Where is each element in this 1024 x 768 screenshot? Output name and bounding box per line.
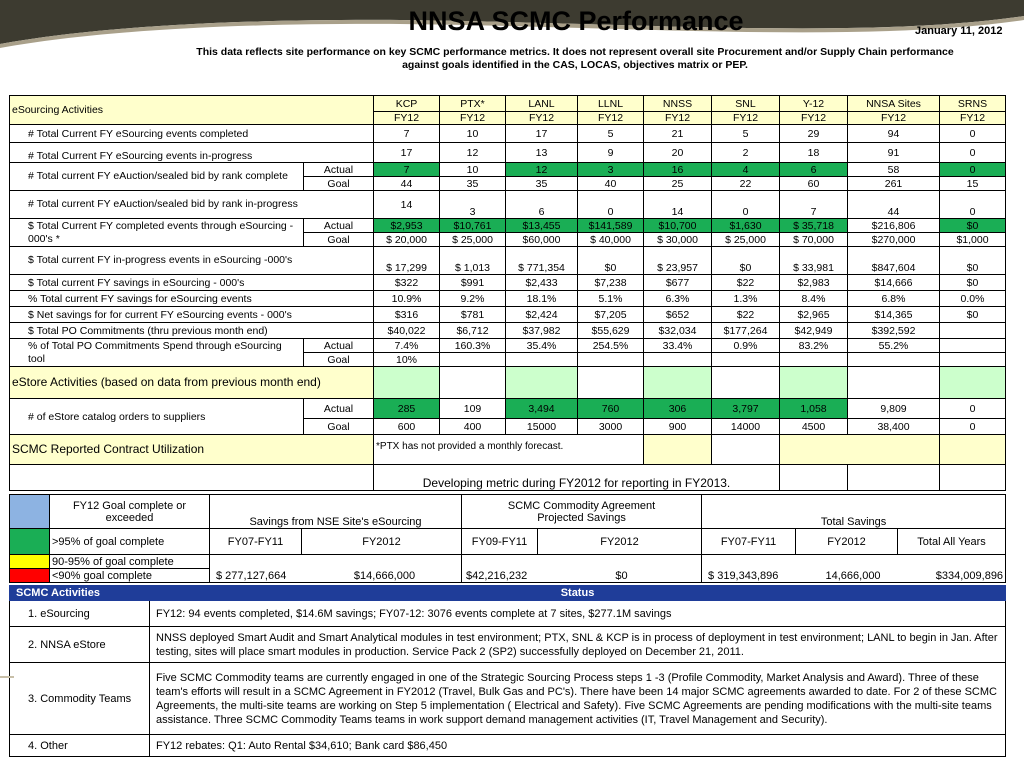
developing-spacer bbox=[848, 465, 940, 491]
actual-label: Actual bbox=[304, 163, 374, 177]
nse-values bbox=[210, 555, 462, 583]
tot-col-fy2012: FY2012 bbox=[796, 529, 898, 555]
r3g-value: 60 bbox=[780, 177, 848, 191]
tot-col-fy07-11: FY07-FY11 bbox=[702, 529, 796, 555]
fy-header: FY12 bbox=[712, 112, 780, 125]
r7-value: $7,238 bbox=[578, 275, 644, 291]
actual-label: Actual bbox=[304, 399, 374, 419]
contract-spacer bbox=[780, 435, 940, 465]
r12a-value: 0 bbox=[940, 399, 1006, 419]
legend-lt90: <90% goal complete bbox=[50, 569, 210, 583]
r11g-value bbox=[712, 353, 780, 367]
developing-spacer bbox=[940, 465, 1006, 491]
r6-value: $0 bbox=[578, 247, 644, 275]
site-header: SRNS bbox=[940, 96, 1006, 112]
actual-label: Actual bbox=[304, 219, 374, 233]
r1-value: 5 bbox=[712, 125, 780, 143]
legend-gt95: >95% of goal complete bbox=[50, 529, 210, 555]
r11a-value bbox=[940, 339, 1006, 353]
estore-spacer bbox=[644, 367, 712, 399]
r6-value: $ 771,354 bbox=[506, 247, 578, 275]
r2-value: 0 bbox=[940, 143, 1006, 163]
r10-value: $42,949 bbox=[780, 323, 848, 339]
r7-value: $14,666 bbox=[848, 275, 940, 291]
report-date: January 11, 2012 bbox=[915, 25, 1003, 37]
actual-label: Actual bbox=[304, 339, 374, 353]
r3a-value: 7 bbox=[374, 163, 440, 177]
site-header: SNL bbox=[712, 96, 780, 112]
metrics-table bbox=[9, 95, 1006, 491]
fy-header: FY12 bbox=[506, 112, 578, 125]
r5a-value: $ 35,718 bbox=[780, 219, 848, 233]
r9-value: $316 bbox=[374, 307, 440, 323]
tot-value-all-years: $334,009,896 bbox=[935, 570, 1004, 582]
r8-value: 10.9% bbox=[374, 291, 440, 307]
r5g-value: $ 25,000 bbox=[440, 233, 506, 247]
row-label: # Total Current FY eSourcing events in-progress bbox=[10, 143, 374, 163]
site-header: LLNL bbox=[578, 96, 644, 112]
site-header: LANL bbox=[506, 96, 578, 112]
tot-value-fy07-11: $ 319,343,896 bbox=[708, 570, 779, 582]
row-label: $ Total current FY savings in eSourcing - 000's bbox=[10, 275, 374, 291]
r9-value: $652 bbox=[644, 307, 712, 323]
r2-value: 13 bbox=[506, 143, 578, 163]
r12a-value: 9,809 bbox=[848, 399, 940, 419]
total-savings-header: Total Savings bbox=[702, 495, 1006, 529]
r11a-value: 83.2% bbox=[780, 339, 848, 353]
r5a-value: $1,630 bbox=[712, 219, 780, 233]
r3g-value: 35 bbox=[506, 177, 578, 191]
page-title: NNSA SCMC Performance bbox=[408, 6, 744, 36]
status-activity-name: 2. NNSA eStore bbox=[10, 627, 150, 663]
row-label: $ Total current FY in-progress events in eSourcing -000's bbox=[10, 247, 374, 275]
r12g-value: 15000 bbox=[506, 419, 578, 435]
r7-value: $322 bbox=[374, 275, 440, 291]
r10-value: $177,264 bbox=[712, 323, 780, 339]
r9-value: $2,424 bbox=[506, 307, 578, 323]
r3g-value: 44 bbox=[374, 177, 440, 191]
r6-value: $ 1,013 bbox=[440, 247, 506, 275]
legend-goal-complete: FY12 Goal complete or exceeded bbox=[50, 495, 210, 529]
site-header: NNSA Sites bbox=[848, 96, 940, 112]
r10-value: $40,022 bbox=[374, 323, 440, 339]
r3g-value: 25 bbox=[644, 177, 712, 191]
r3a-value: 0 bbox=[940, 163, 1006, 177]
r8-value: 6.8% bbox=[848, 291, 940, 307]
r12g-value: 14000 bbox=[712, 419, 780, 435]
tot-value-fy2012: 14,666,000 bbox=[825, 570, 881, 582]
contract-spacer bbox=[712, 435, 780, 465]
r11g-value bbox=[440, 353, 506, 367]
commodity-savings-header bbox=[462, 495, 702, 529]
row-label: $ Net savings for for current FY eSourcing events - 000's bbox=[10, 307, 374, 323]
goal-label: Goal bbox=[304, 419, 374, 435]
r4-value: 14 bbox=[644, 191, 712, 219]
status-activity-text: Five SCMC Commodity teams are currently engaged in one of the Strategic Sourcing Process steps 1 -3 (Profile Commodity, Market Analysis and Award). Three of these team's efforts will result in a SCMC Agreement in FY2012 (Travel, Bulk Gas and PC's). There have been 14 major SCMC agreements awarded to date. For 2 of these SCMC Agreements, the multi-site teams are working on Step 5 implementation ( Electrical and Safety). Five SCMC Agreements are pending modifications with the multi-site teams assistance. Three SCMC Commodity Teams teams in work support demand management activities (IT, Travel Management and Security). bbox=[150, 663, 1006, 735]
r3g-value: 261 bbox=[848, 177, 940, 191]
legend-swatch-blue bbox=[10, 495, 50, 529]
r9-value: $7,205 bbox=[578, 307, 644, 323]
r4-value: 14 bbox=[374, 191, 440, 219]
r5a-value: $10,761 bbox=[440, 219, 506, 233]
r9-value: $781 bbox=[440, 307, 506, 323]
r2-value: 17 bbox=[374, 143, 440, 163]
r8-value: 8.4% bbox=[780, 291, 848, 307]
site-header: Y-12 bbox=[780, 96, 848, 112]
status-activity-name: 3. Commodity Teams bbox=[10, 663, 150, 735]
r6-value: $ 17,299 bbox=[374, 247, 440, 275]
r12a-value: 760 bbox=[578, 399, 644, 419]
r3a-value: 10 bbox=[440, 163, 506, 177]
r7-value: $22 bbox=[712, 275, 780, 291]
r5g-value: $ 70,000 bbox=[780, 233, 848, 247]
savings-nse-header: Savings from NSE Site's eSourcing bbox=[210, 495, 462, 529]
r8-value: 18.1% bbox=[506, 291, 578, 307]
r5a-value: $216,806 bbox=[848, 219, 940, 233]
r1-value: 10 bbox=[440, 125, 506, 143]
r7-value: $2,433 bbox=[506, 275, 578, 291]
row-label: % of Total PO Commitments Spend through eSourcing tool bbox=[10, 339, 304, 367]
r8-value: 6.3% bbox=[644, 291, 712, 307]
estore-spacer bbox=[712, 367, 780, 399]
estore-spacer bbox=[440, 367, 506, 399]
r8-value: 1.3% bbox=[712, 291, 780, 307]
status-activity-text: NNSS deployed Smart Audit and Smart Analytical modules in test environment; PTX, SNL & KCP is in process of deployment in test environment; LANL to begin in Jan. After testing, sites will place smart modules in production. Service Pack 2 (SP2) successfully deployed on December 21, 2011. bbox=[150, 627, 1006, 663]
status-activity-text: FY12: 94 events completed, $14.6M savings; FY07-12: 3076 events complete at 7 sites, $277.1M savings bbox=[150, 601, 1006, 627]
r4-value: 7 bbox=[780, 191, 848, 219]
status-activity-name: 1. eSourcing bbox=[10, 601, 150, 627]
r4-value: 0 bbox=[712, 191, 780, 219]
row-label: # Total current FY eAuction/sealed bid by rank complete bbox=[10, 163, 304, 191]
r2-value: 2 bbox=[712, 143, 780, 163]
r11g-value bbox=[578, 353, 644, 367]
r12g-value: 400 bbox=[440, 419, 506, 435]
r6-value: $0 bbox=[712, 247, 780, 275]
r5g-value: $ 25,000 bbox=[712, 233, 780, 247]
r9-value: $22 bbox=[712, 307, 780, 323]
legend-swatch-yellow bbox=[10, 555, 50, 569]
r12g-value: 0 bbox=[940, 419, 1006, 435]
fy-header: FY12 bbox=[374, 112, 440, 125]
status-col-activities: SCMC Activities bbox=[10, 586, 150, 601]
status-activity-text: FY12 rebates: Q1: Auto Rental $34,610; Bank card $86,450 bbox=[150, 735, 1006, 757]
developing-spacer bbox=[10, 465, 374, 491]
tot-col-all-years: Total All Years bbox=[898, 529, 1006, 555]
r1-value: 17 bbox=[506, 125, 578, 143]
r11a-value: 254.5% bbox=[578, 339, 644, 353]
row-label: % Total current FY savings for eSourcing events bbox=[10, 291, 374, 307]
r5g-value: $ 20,000 bbox=[374, 233, 440, 247]
r3a-value: 16 bbox=[644, 163, 712, 177]
contract-spacer bbox=[644, 435, 712, 465]
r6-value: $ 33,981 bbox=[780, 247, 848, 275]
r5a-value: $2,953 bbox=[374, 219, 440, 233]
r11a-value: 7.4% bbox=[374, 339, 440, 353]
r11g-value: 10% bbox=[374, 353, 440, 367]
legend-swatch-red bbox=[10, 569, 50, 583]
r7-value: $991 bbox=[440, 275, 506, 291]
r10-value: $37,982 bbox=[506, 323, 578, 339]
r4-value: 0 bbox=[940, 191, 1006, 219]
r2-value: 9 bbox=[578, 143, 644, 163]
r4-value: 44 bbox=[848, 191, 940, 219]
legend-savings-table bbox=[9, 494, 1006, 583]
r5g-value: $1,000 bbox=[940, 233, 1006, 247]
fy-header: FY12 bbox=[848, 112, 940, 125]
r12a-value: 3,494 bbox=[506, 399, 578, 419]
r11g-value bbox=[644, 353, 712, 367]
r12g-value: 900 bbox=[644, 419, 712, 435]
r5a-value: $0 bbox=[940, 219, 1006, 233]
r11g-value bbox=[940, 353, 1006, 367]
r4-value: 6 bbox=[506, 191, 578, 219]
r5g-value: $ 30,000 bbox=[644, 233, 712, 247]
r12a-value: 109 bbox=[440, 399, 506, 419]
estore-spacer bbox=[578, 367, 644, 399]
r3a-value: 6 bbox=[780, 163, 848, 177]
r11a-value: 33.4% bbox=[644, 339, 712, 353]
r12g-value: 600 bbox=[374, 419, 440, 435]
site-header: PTX* bbox=[440, 96, 506, 112]
nse-col-fy07-11: FY07-FY11 bbox=[210, 529, 302, 555]
r5a-value: $13,455 bbox=[506, 219, 578, 233]
total-values bbox=[702, 555, 1006, 583]
row-label: # Total current FY eAuction/sealed bid by rank in-progress bbox=[10, 191, 374, 219]
r6-value: $0 bbox=[940, 247, 1006, 275]
r10-value: $32,034 bbox=[644, 323, 712, 339]
goal-label: Goal bbox=[304, 233, 374, 247]
r1-value: 7 bbox=[374, 125, 440, 143]
estore-spacer bbox=[374, 367, 440, 399]
r11a-value: 55.2% bbox=[848, 339, 940, 353]
r10-value: $392,592 bbox=[848, 323, 940, 339]
r7-value: $677 bbox=[644, 275, 712, 291]
r9-value: $14,365 bbox=[848, 307, 940, 323]
nse-value-fy07-11: $ 277,127,664 bbox=[216, 570, 287, 582]
r1-value: 0 bbox=[940, 125, 1006, 143]
r3g-value: 22 bbox=[712, 177, 780, 191]
r11a-value: 35.4% bbox=[506, 339, 578, 353]
r12a-value: 306 bbox=[644, 399, 712, 419]
section-estore: eStore Activities (based on data from previous month end) bbox=[10, 367, 374, 399]
nse-value-fy2012: $14,666,000 bbox=[353, 570, 416, 582]
fy-header: FY12 bbox=[578, 112, 644, 125]
status-table bbox=[9, 585, 1006, 757]
legend-90-95: 90-95% of goal complete bbox=[50, 555, 210, 569]
r12a-value: 285 bbox=[374, 399, 440, 419]
r10-value: $55,629 bbox=[578, 323, 644, 339]
commodity-header-line1: SCMC Commodity Agreement bbox=[507, 499, 656, 512]
r12a-value: 3,797 bbox=[712, 399, 780, 419]
status-activity-name: 4. Other bbox=[10, 735, 150, 757]
r11a-value: 160.3% bbox=[440, 339, 506, 353]
comm-value-fy09-11: $42,216,232 bbox=[466, 570, 528, 582]
site-header: NNSS bbox=[644, 96, 712, 112]
r3g-value: 35 bbox=[440, 177, 506, 191]
r7-value: $2,983 bbox=[780, 275, 848, 291]
r2-value: 12 bbox=[440, 143, 506, 163]
r1-value: 29 bbox=[780, 125, 848, 143]
r8-value: 5.1% bbox=[578, 291, 644, 307]
r1-value: 94 bbox=[848, 125, 940, 143]
estore-spacer bbox=[506, 367, 578, 399]
r4-value: 0 bbox=[578, 191, 644, 219]
r2-value: 18 bbox=[780, 143, 848, 163]
fy-header: FY12 bbox=[644, 112, 712, 125]
estore-spacer bbox=[940, 367, 1006, 399]
comm-values bbox=[462, 555, 702, 583]
r9-value: $2,965 bbox=[780, 307, 848, 323]
r10-value bbox=[940, 323, 1006, 339]
r3g-value: 40 bbox=[578, 177, 644, 191]
row-label: # Total Current FY eSourcing events completed bbox=[10, 125, 374, 143]
r5g-value: $ 40,000 bbox=[578, 233, 644, 247]
comm-value-fy2012: $0 bbox=[615, 570, 628, 582]
section-contract: SCMC Reported Contract Utilization bbox=[10, 435, 374, 465]
legend-swatch-green bbox=[10, 529, 50, 555]
r2-value: 91 bbox=[848, 143, 940, 163]
r2-value: 20 bbox=[644, 143, 712, 163]
r5g-value: $270,000 bbox=[848, 233, 940, 247]
r4-value: 3 bbox=[440, 191, 506, 219]
status-col-status: Status bbox=[150, 586, 1006, 601]
section-esourcing: eSourcing Activities bbox=[10, 96, 374, 125]
estore-spacer bbox=[780, 367, 848, 399]
commodity-header-line2: Projected Savings bbox=[537, 511, 626, 524]
comm-col-fy09-11: FY09-FY11 bbox=[462, 529, 538, 555]
developing-spacer bbox=[780, 465, 848, 491]
r11g-value bbox=[780, 353, 848, 367]
nse-col-fy2012: FY2012 bbox=[302, 529, 462, 555]
developing-note: Developing metric during FY2012 for reporting in FY2013. bbox=[374, 465, 780, 491]
row-label: # of eStore catalog orders to suppliers bbox=[10, 399, 304, 435]
r12a-value: 1,058 bbox=[780, 399, 848, 419]
footer-rule bbox=[0, 676, 14, 678]
row-label: $ Total PO Commitments (thru previous month end) bbox=[10, 323, 374, 339]
fy-header: FY12 bbox=[440, 112, 506, 125]
r12g-value: 4500 bbox=[780, 419, 848, 435]
r8-value: 0.0% bbox=[940, 291, 1006, 307]
ptx-note: *PTX has not provided a monthly forecast. bbox=[374, 435, 644, 465]
r5g-value: $60,000 bbox=[506, 233, 578, 247]
r5a-value: $141,589 bbox=[578, 219, 644, 233]
r11g-value bbox=[848, 353, 940, 367]
r6-value: $ 23,957 bbox=[644, 247, 712, 275]
page-subtitle: This data reflects site performance on key SCMC performance metrics. It does not represent overall site Procurement and/or Supply Chain performance against goals identified in the CAS, LOCAS, objectives matrix or PEP. bbox=[196, 46, 954, 71]
r9-value: $0 bbox=[940, 307, 1006, 323]
r7-value: $0 bbox=[940, 275, 1006, 291]
r12g-value: 3000 bbox=[578, 419, 644, 435]
goal-label: Goal bbox=[304, 353, 374, 367]
r6-value: $847,604 bbox=[848, 247, 940, 275]
r11a-value: 0.9% bbox=[712, 339, 780, 353]
r3g-value: 15 bbox=[940, 177, 1006, 191]
comm-col-fy2012: FY2012 bbox=[538, 529, 702, 555]
r3a-value: 12 bbox=[506, 163, 578, 177]
row-label: $ Total Current FY completed events through eSourcing - 000's * bbox=[10, 219, 304, 247]
r1-value: 21 bbox=[644, 125, 712, 143]
contract-spacer bbox=[940, 435, 1006, 465]
fy-header: FY12 bbox=[780, 112, 848, 125]
r1-value: 5 bbox=[578, 125, 644, 143]
estore-spacer bbox=[848, 367, 940, 399]
goal-label: Goal bbox=[304, 177, 374, 191]
r8-value: 9.2% bbox=[440, 291, 506, 307]
r12g-value: 38,400 bbox=[848, 419, 940, 435]
r5a-value: $10,700 bbox=[644, 219, 712, 233]
r11g-value bbox=[506, 353, 578, 367]
fy-header: FY12 bbox=[940, 112, 1006, 125]
r3a-value: 3 bbox=[578, 163, 644, 177]
r3a-value: 4 bbox=[712, 163, 780, 177]
site-header: KCP bbox=[374, 96, 440, 112]
r10-value: $6,712 bbox=[440, 323, 506, 339]
r3a-value: 58 bbox=[848, 163, 940, 177]
